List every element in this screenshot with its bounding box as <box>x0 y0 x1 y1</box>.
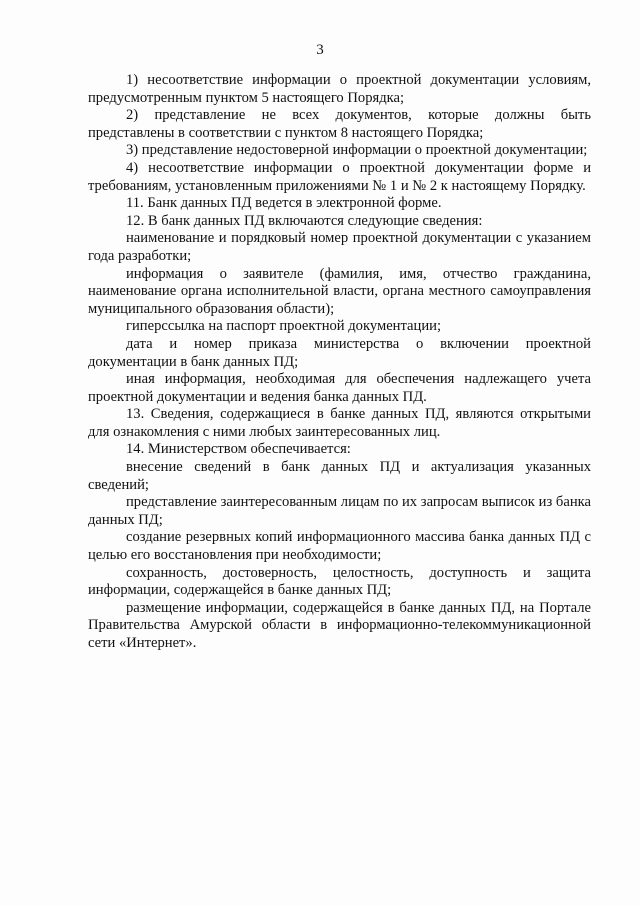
paragraph-clause-12: 12. В банк данных ПД включаются следующие сведения: <box>126 212 483 229</box>
paragraph-clause-11: 11. Банк данных ПД ведется в электронной форме. <box>126 195 442 212</box>
paragraph-clause-14: 14. Министерством обеспечивается: <box>126 441 351 458</box>
document-body <box>88 72 591 653</box>
paragraph-item-other: иная информация, необходимая для обеспечения надлежащего учета проектной документации и ведения банка данных ПД. <box>88 371 591 405</box>
paragraph-reason-1: 1) несоответствие информации о проектной документации условиям, предусмотренным пунктом 5 настоящего Порядка; <box>88 72 591 106</box>
paragraph-reason-4: 4) несоответствие информации о проектной документации форме и требованиям, установленным приложениями № 1 и № 2 к настоящему Порядку. <box>88 159 591 194</box>
paragraph-duty-publish: размещение информации, содержащейся в банке данных ПД, на Портале Правительства Амурской области в информационно-телекоммуникационной сети «Интернет». <box>88 599 591 651</box>
page-number: 3 <box>316 42 324 58</box>
paragraph-duty-input: внесение сведений в банк данных ПД и актуализация указанных сведений; <box>88 459 591 493</box>
paragraph-item-applicant: информация о заявителе (фамилия, имя, отчество гражданина, наименование органа исполнительной власти, органа местного самоуправления муниципального образования области); <box>88 265 591 317</box>
paragraph-item-hyperlink: гиперссылка на паспорт проектной документации; <box>126 318 442 335</box>
paragraph-duty-backup: создание резервных копий информационного массива банка данных ПД с целью его восстановления при необходимости; <box>88 529 591 564</box>
paragraph-duty-extracts: представление заинтересованным лицам по их запросам выписок из банка данных ПД; <box>88 494 591 528</box>
paragraph-item-name: наименование и порядковый номер проектной документации с указанием года разработки; <box>88 230 591 264</box>
paragraph-reason-2: 2) представление не всех документов, которые должны быть представлены в соответствии с пунктом 8 настоящего Порядка; <box>88 107 591 141</box>
paragraph-duty-integrity: сохранность, достоверность, целостность, доступность и защита информации, содержащейся в банке данных ПД; <box>88 564 591 599</box>
paragraph-item-order: дата и номер приказа министерства о включении проектной документации в банк данных ПД; <box>88 335 591 370</box>
paragraph-clause-13: 13. Сведения, содержащиеся в банке данных ПД, являются открытыми для ознакомления с ними любых заинтересованных лиц. <box>88 406 591 440</box>
paragraph-reason-3: 3) представление недостоверной информации о проектной документации; <box>126 142 588 159</box>
